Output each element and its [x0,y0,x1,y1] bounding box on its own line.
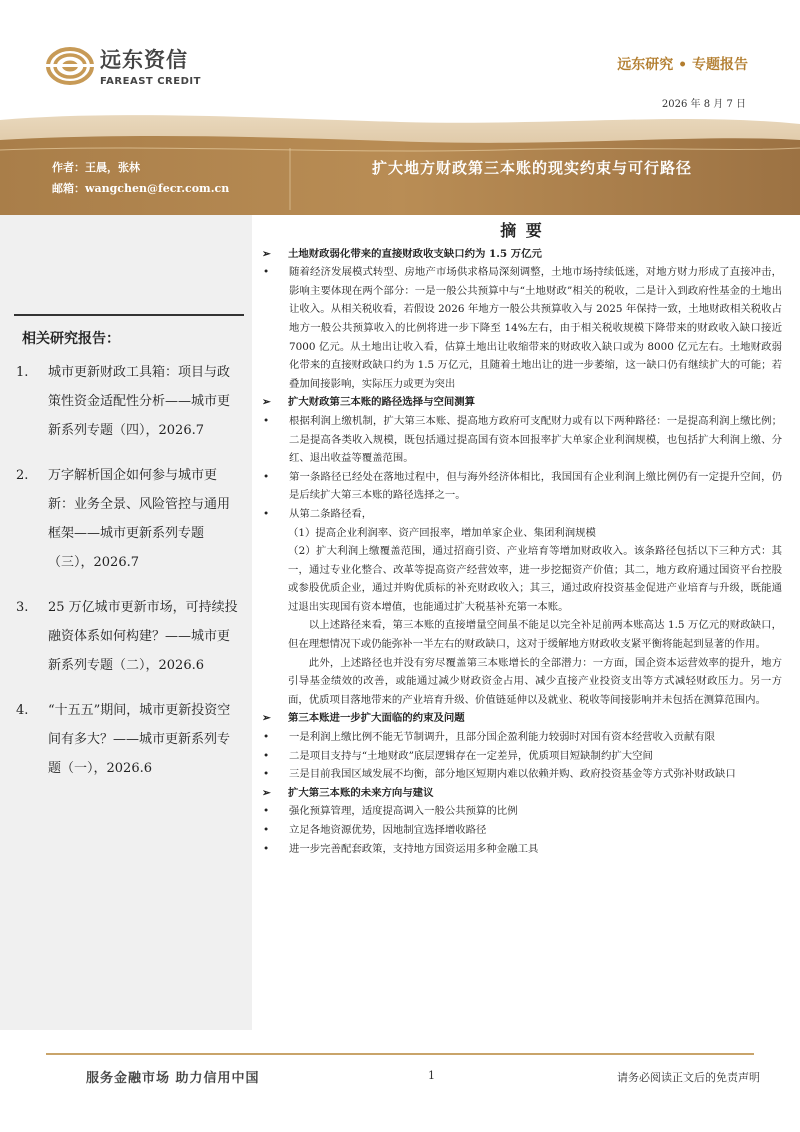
dot-bullet-icon: • [263,842,270,855]
brand-name-cn: 远东资信 [100,48,188,72]
bullet-text: 第一条路径已经处在落地过程中，但与海外经济体相比，我国国有企业利润上缴比例仍有一定提升空间，仍是后续扩大第三本账的路径选择之一。 [289,470,782,502]
bullet-text: 一是利润上缴比例不能无节制调升，且部分国企盈利能力较弱时对国有资本经营收入贡献有限 [289,731,716,744]
section-heading [262,784,782,803]
dot-bullet-icon: • [263,266,270,279]
dot-bullet-icon: • [263,414,270,427]
page-number: 1 [428,1069,435,1082]
sidebar-divider [14,314,244,316]
paragraph: （1）提高企业利润率、资产回报率，增加单家企业、集团利润规模 [288,526,596,539]
bullet-text: 三是目前我国区域发展不均衡，部分地区短期内难以依赖并购、政府投资基金等方式弥补财政缺口 [289,768,736,781]
related-reports-title: 相关研究报告： [22,331,120,347]
bullet-item [262,505,782,524]
related-report-link[interactable]: 城市更新财政工具箱：项目与政策性资金适配性分析——城市更新系列专题（四），2026.7 [48,365,231,438]
bullet-text: 从第二条路径看， [289,507,373,520]
bullet-item [262,802,782,821]
bullet-text: 立足各地资源优势，因地制宜选择增收路径 [289,824,487,836]
related-report-link[interactable]: 25 万亿城市更新市场，可持续投融资体系如何构建？——城市更新系列专题（二），2026.6 [48,600,238,673]
bullet-text: 强化预算管理，适度提高调入一般公共预算的比例 [289,805,518,818]
related-report-number: 3. [16,600,29,615]
brand-logo [46,44,201,87]
bullet-text: 进一步完善配套政策，支持地方国资运用多种金融工具 [289,842,539,855]
abstract-title: 摘 要 [500,221,544,240]
section-heading [262,709,782,728]
section-heading [262,245,782,264]
bullet-item [262,728,782,747]
section-heading-text: 扩大财政第三本账的路径选择与空间测算 [288,396,476,409]
bullet-item [262,412,782,468]
bullet-item [262,765,782,784]
paragraph: （2）扩大利润上缴覆盖范围，通过招商引资、产业培育等增加财政收入。该条路径包括以下三种方式：其一，通过专业化整合、改革等提高资产经营效率，进一步挖掘资产价值；其二，地方政府通过国资平台控股或参股优质企业，通过并购优质标的补充财政收入；其三，通过政府投资基金促进产业培育与升级，既能通过退出实现国有资本增值，也能通过扩大税基补充第一本账。 [288,545,782,613]
related-report-item[interactable] [16,461,240,577]
dot-bullet-icon: • [263,731,270,744]
section-heading [262,393,782,412]
related-report-number: 2. [16,468,29,483]
bullet-item [262,468,782,505]
bullet-item [262,263,782,393]
section-heading-text: 扩大第三本账的未来方向与建议 [288,786,434,799]
related-reports-list [16,358,240,799]
related-report-item[interactable] [16,593,240,680]
dot-bullet-icon: • [263,824,270,836]
dot-bullet-icon: • [263,768,270,781]
brand-name-en: FAREAST CREDIT [100,76,201,87]
section-heading-text: 土地财政弱化带来的直接财政收支缺口约为 1.5 万亿元 [288,247,542,260]
report-title: 扩大地方财政第三本账的现实约束与可行路径 [372,159,693,177]
paragraph: 此外，上述路径也并没有穷尽覆盖第三本账增长的全部潜力：一方面，国企资本运营效率的提升，地方引导基金绩效的改善，或能通过减少财政资金占用、减少直接产业投资支出等方式减轻财政压力。另一方面，优质项目落地带来的产业培育升级、价值链延伸以及就业、税收等间接影响并未包括在测算范围内。 [288,656,782,706]
related-report-item[interactable] [16,696,240,783]
author-info [52,157,229,199]
arrow-bullet-icon: ➢ [262,247,271,260]
bullet-item [262,821,782,840]
related-report-link[interactable]: “十五五”期间，城市更新投资空间有多大？——城市更新系列专题（一），2026.6 [48,703,231,776]
paragraph: 以上述路径来看，第三本账的直接增量空间虽不能足以完全补足前两本账高达 1.5 万亿元的财政缺口，但在理想情况下或仍能弥补一半左右的财政缺口，这对于缓解地方财政收支紧平衡将能起到显著的作用。 [288,619,782,651]
bullet-text: 二是项目支持与“土地财政”底层逻辑存在一定差异，优质项目短缺制约扩大空间 [289,749,653,762]
related-report-number: 1. [16,365,29,380]
bullet-text: 根据利润上缴机制，扩大第三本账、提高地方政府可支配财力或有以下两种路径：一是提高利润上缴比例；二是提高各类收入规模，既包括通过提高国有资本回报率扩大单家企业利润规模，也包括扩大利润上缴、分红、退出收益等覆盖范围。 [289,414,782,465]
abstract-section [262,222,782,858]
footer-slogan: 服务金融市场 助力信用中国 [86,1071,260,1086]
logo-emblem-icon [46,46,94,86]
section-heading-text: 第三本账进一步扩大面临的约束及问题 [288,712,465,725]
authors-line: 作者：王晨，张林 [52,161,140,174]
email-line: 邮箱：wangchen@fecr.com.cn [52,182,230,195]
dot-bullet-icon: • [263,470,270,483]
related-report-item[interactable] [16,358,240,445]
dot-bullet-icon: • [263,805,270,818]
dot-bullet-icon: • [263,507,270,520]
report-series: 远东研究 • 专题报告 [617,57,748,73]
footer-divider [46,1053,754,1055]
bullet-item [262,747,782,766]
arrow-bullet-icon: ➢ [262,396,271,409]
report-date: 2026 年 8 月 7 日 [661,99,746,110]
bullet-item [262,840,782,859]
disclaimer-note: 请务必阅读正文后的免责声明 [617,1071,760,1084]
related-report-link[interactable]: 万字解析国企如何参与城市更新：业务全景、风险管控与通用框架——城市更新系列专题（三），2026.7 [48,468,231,570]
dot-bullet-icon: • [263,749,270,762]
related-report-number: 4. [16,703,29,718]
bullet-text: 随着经济发展模式转型、房地产市场供求格局深刻调整，土地市场持续低迷，对地方财力形成了直接冲击，影响主要体现在两个部分：一是一般公共预算中与“土地财政”相关的税收，二是计入到政府性基金的土地出让收入。从相关税收看，若假设 2026 年地方一般公共预算收入与 2025 年保持一致，土地财政相关税收占地方一般公共预算收入的比例将进一步下降至 14%左右，由于相关税收规模下降带来的财政收入缺口接近 7000 亿元。从土地出让收入看，估算土地出让收缩带来的财政收入缺口或为 8000 亿元左右。土地财政弱化带来的直接财政缺口约为 1.5 万亿元，且随着土地出让的进一步萎缩，这一缺口仍有继续扩大的可能；若叠加间接影响，实际压力或更为突出 [289,266,782,390]
arrow-bullet-icon: ➢ [262,786,271,799]
arrow-bullet-icon: ➢ [262,712,271,725]
